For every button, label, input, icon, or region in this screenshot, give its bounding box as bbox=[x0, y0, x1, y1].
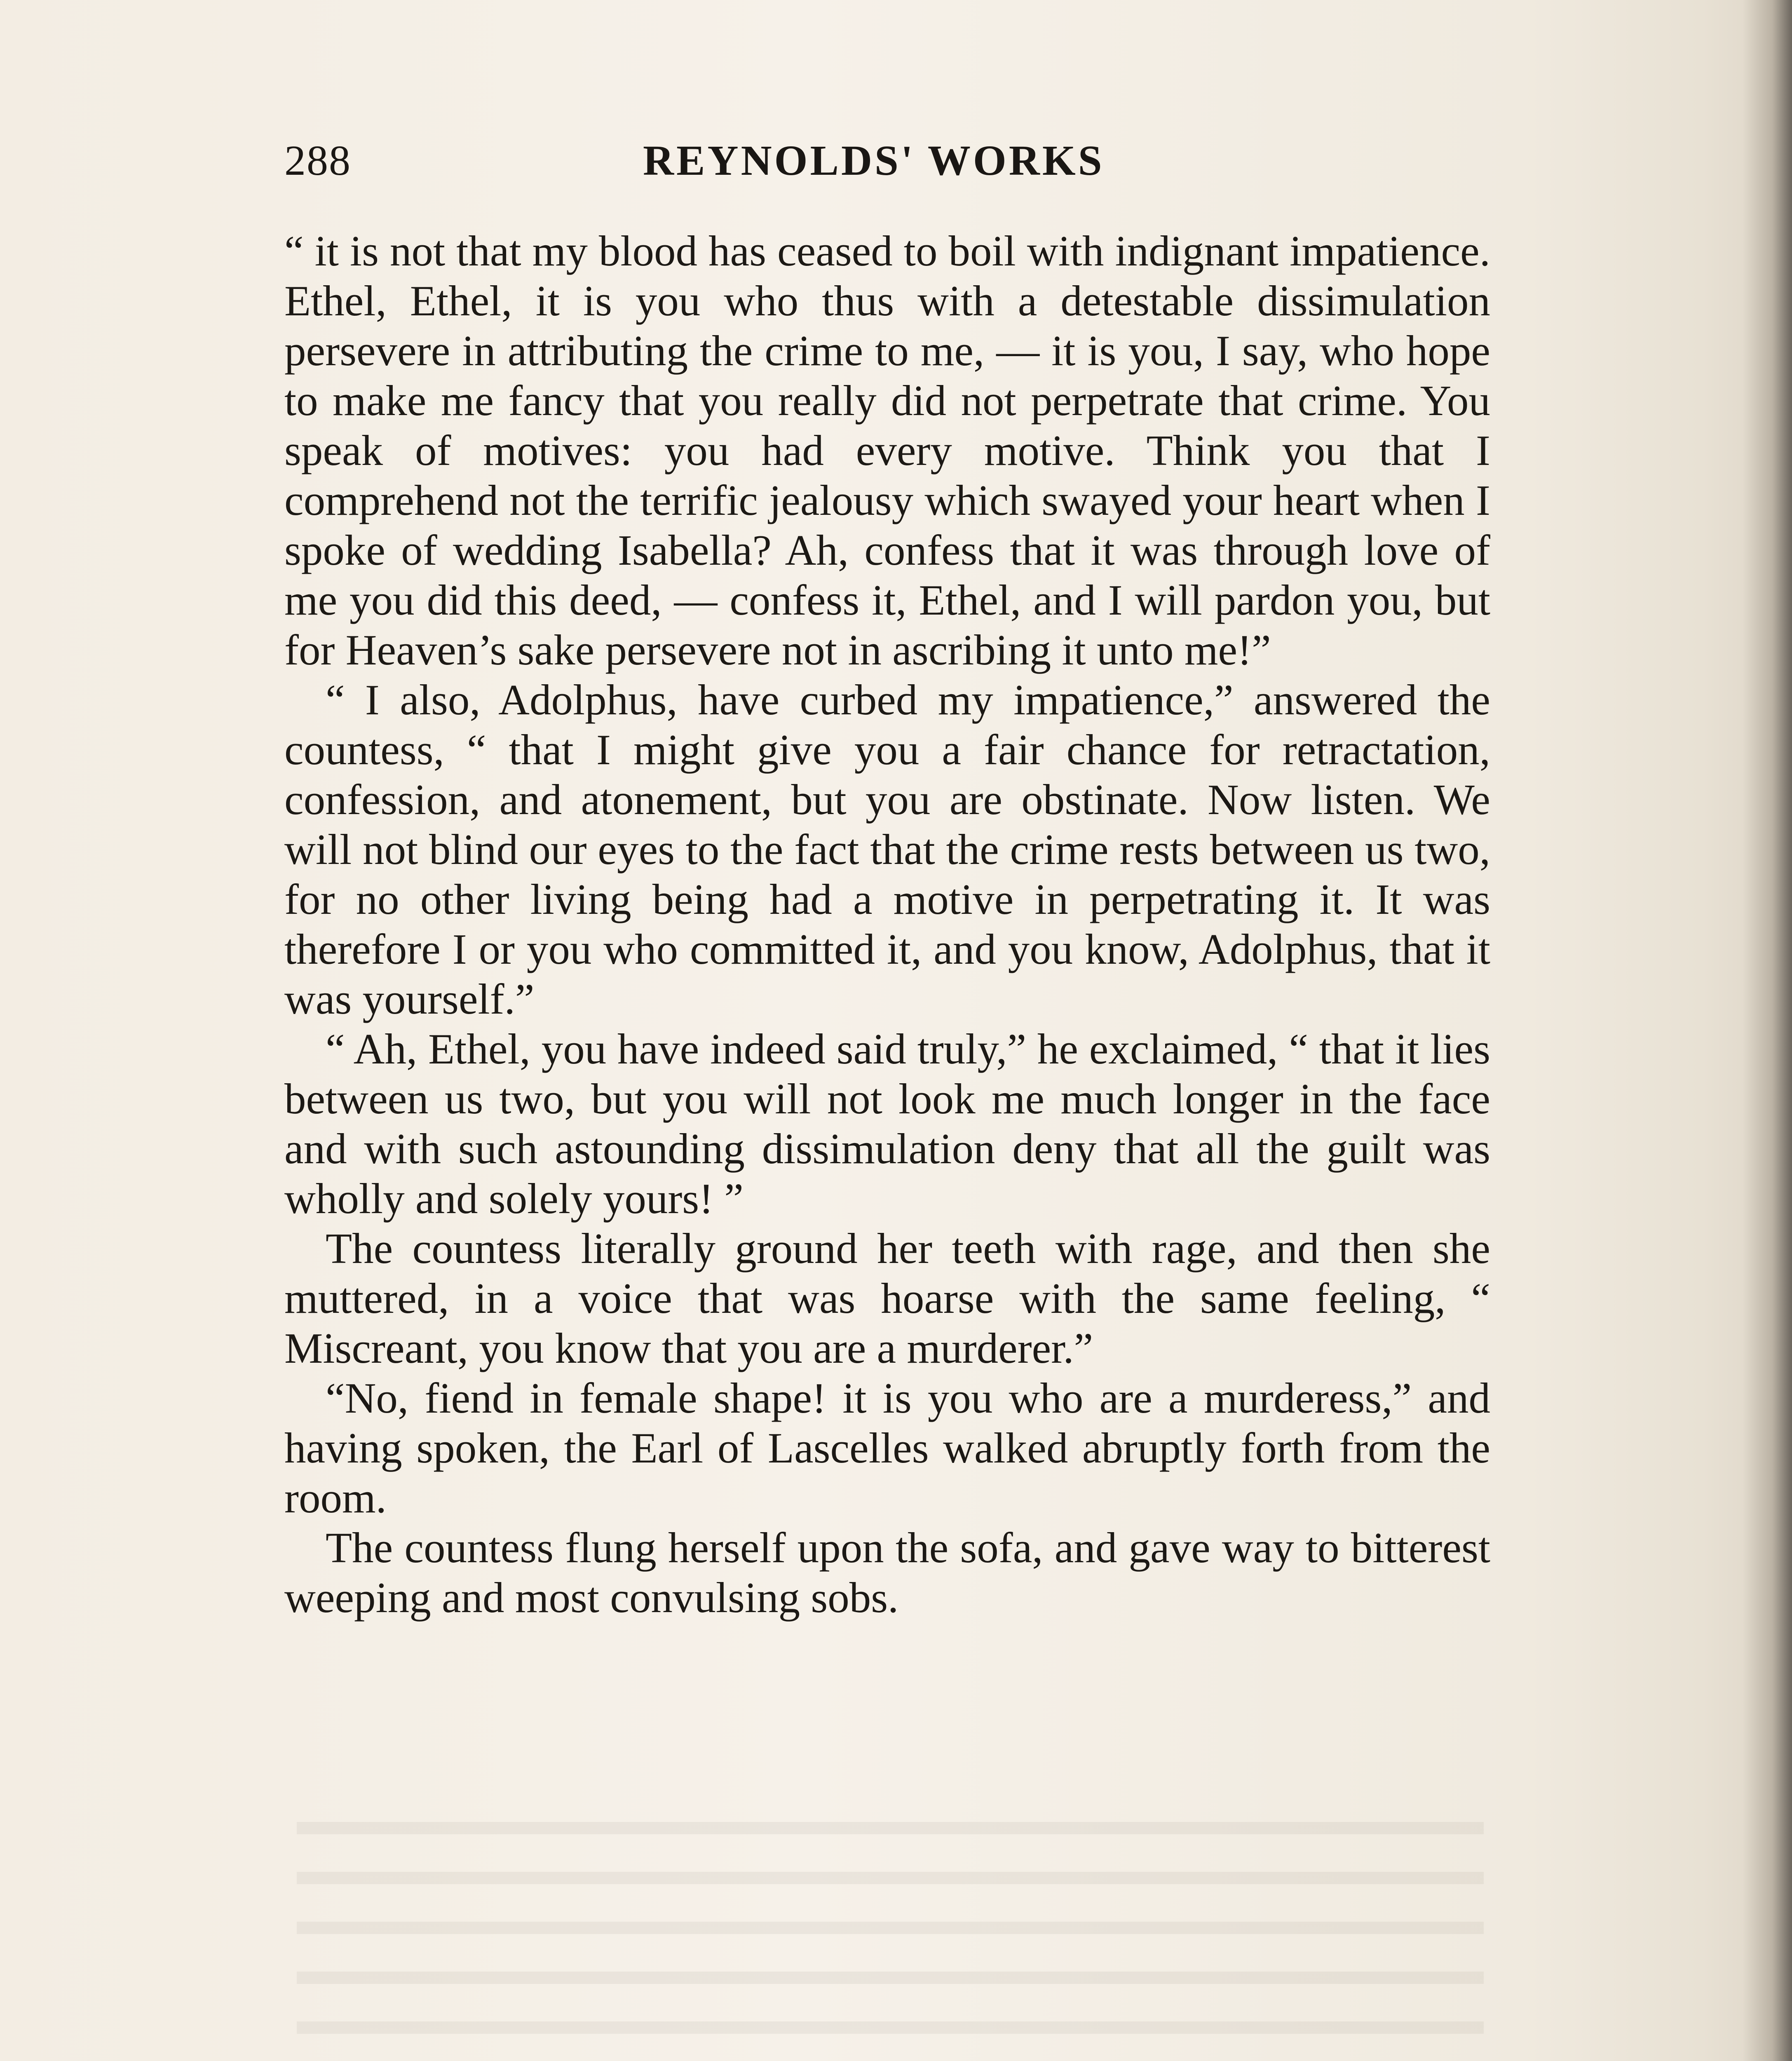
paragraph: “ I also, Adolphus, have curbed my impatience,” answered the countess, “ that I might give you a fair chance for retractation, confession, and atonement, but you are obstinate. Now listen. We will not blind our eyes to the fact that the crime rests between us two, for no other living being had a motive in perpetrating it. It was therefore I or you who committed it, and you know, Adolphus, that it was yourself.” bbox=[284, 676, 1490, 1023]
page-number: 288 bbox=[284, 137, 351, 184]
paragraph: “ Ah, Ethel, you have indeed said truly,” he exclaimed, “ that it lies between us two, but you will not look me much longer in the face and with such astounding dissimulation deny that all the guilt was wholly and solely yours! ” bbox=[284, 1025, 1490, 1223]
show-through-text bbox=[297, 1793, 1484, 2061]
running-head: REYNOLDS' WORKS bbox=[643, 137, 1105, 184]
paragraph: The countess literally ground her teeth with rage, and then she muttered, in a voice that was hoarse with the same feeling, “ Miscreant, you know that you are a murderer.” bbox=[284, 1224, 1490, 1372]
page-header bbox=[284, 136, 1490, 198]
paragraph: “No, fiend in female shape! it is you who are a murderess,” and having spoken, the Earl of Lascelles walked abruptly forth from the room. bbox=[284, 1374, 1490, 1522]
body-text bbox=[284, 226, 1490, 1817]
paragraph: The countess flung herself upon the sofa, and gave way to bitterest weeping and most convulsing sobs. bbox=[284, 1523, 1490, 1622]
paragraph: “ it is not that my blood has ceased to boil with indignant impatience. Ethel, Ethel, it is you who thus with a detestable dissimulation persevere in attributing the crime to me, — it is you, I say, who hope to make me fancy that you really did not perpetrate that crime. You speak of motives: you had every motive. Think you that I comprehend not the terrific jealousy which swayed your heart when I spoke of wedding Isabella? Ah, confess that it was through love of me you did this deed, — confess it, Ethel, and I will pardon you, but for Heaven’s sake persevere not in ascribing it unto me!” bbox=[284, 227, 1490, 674]
spine-shadow bbox=[1743, 0, 1792, 2061]
